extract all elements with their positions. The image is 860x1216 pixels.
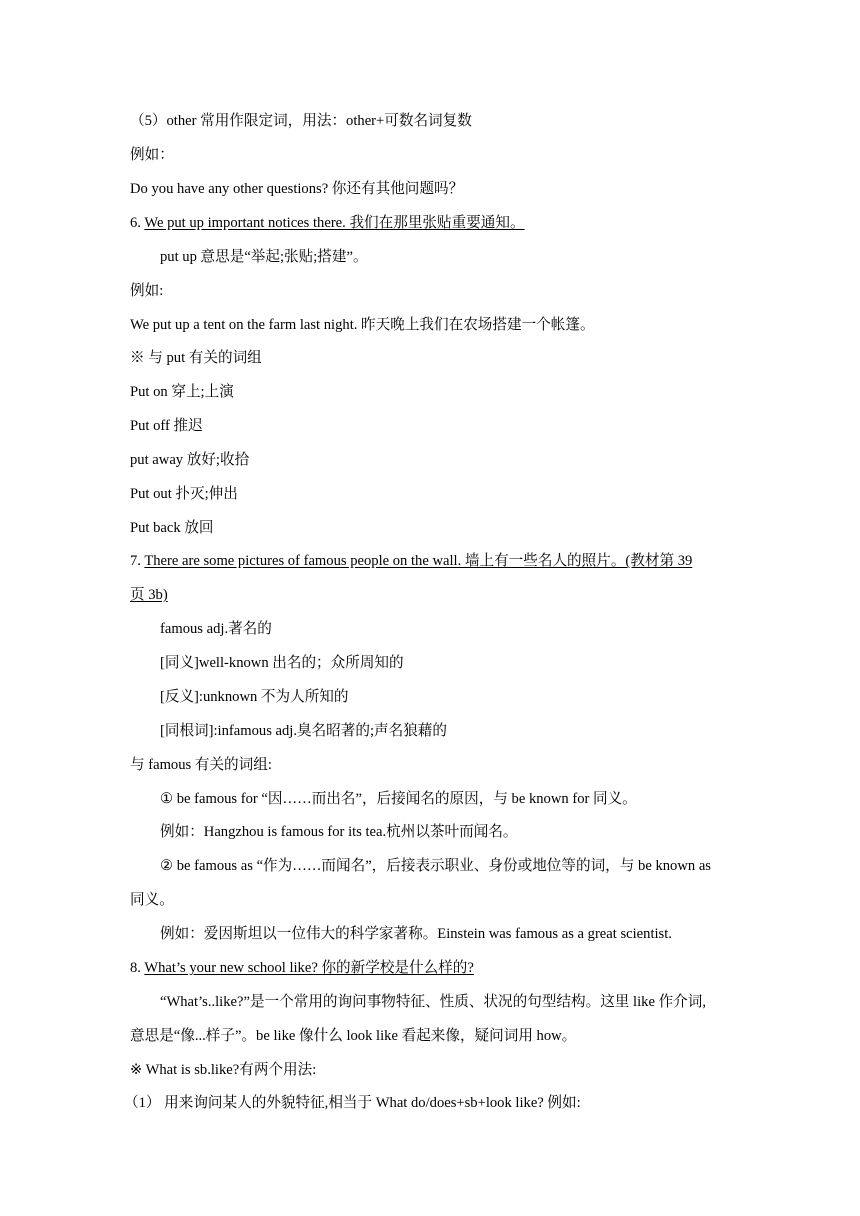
text-line: 意思是“像...样子”。be like 像什么 look like 看起来像，疑问词用 how。: [130, 1028, 577, 1044]
text-line: [反义]:unknown 不为人所知的: [160, 689, 349, 705]
key-sentence: There are some pictures of famous people on the wall. 墙上有一些名人的照片。(教材第 39: [144, 553, 693, 569]
text-line: ※ What is sb.like?有两个用法:: [130, 1062, 317, 1078]
section-heading-6: [130, 213, 525, 233]
text-line: ② be famous as “作为……而闻名”，后接表示职业、身份或地位等的词，与 be known as: [160, 858, 711, 874]
text-line: Put back 放回: [130, 520, 214, 536]
text-line: ※ 与 put 有关的词组: [130, 350, 262, 366]
text-line: famous adj.著名的: [160, 621, 272, 637]
text-line: [130, 585, 168, 605]
text-line: 例如：爱因斯坦以一位伟大的科学家著称。Einstein was famous as a great scientist.: [160, 926, 672, 942]
text-line: [同根词]:infamous adj.臭名昭著的;声名狼藉的: [160, 723, 447, 739]
item-number: 8.: [130, 960, 141, 976]
text-line: （1） 用来询问某人的外貌特征,相当于 What do/does+sb+look like? 例如:: [124, 1095, 581, 1111]
text-line: put up 意思是“举起;张贴;搭建”。: [160, 249, 368, 265]
section-heading-7: [130, 551, 692, 571]
text-line: 与 famous 有关的词组:: [130, 757, 272, 773]
text-line: Put out 扑灭;伸出: [130, 486, 238, 502]
text-line: 例如:: [130, 283, 164, 299]
key-sentence-continued: 页 3b): [130, 587, 168, 603]
text-line: We put up a tent on the farm last night. 昨天晚上我们在农场搭建一个帐篷。: [130, 317, 595, 333]
text-line: ① be famous for “因……而出名”，后接闻名的原因，与 be known for 同义。: [160, 791, 637, 807]
text-line: Put on 穿上;上演: [130, 384, 234, 400]
key-sentence: What’s your new school like? 你的新学校是什么样的?: [144, 960, 474, 976]
text-line: Do you have any other questions? 你还有其他问题吗？: [130, 181, 464, 197]
text-line: [同义]well-known 出名的；众所周知的: [160, 655, 404, 671]
text-line: 同义。: [130, 892, 174, 908]
section-heading-8: [130, 958, 474, 978]
text-line: “What’s..like?”是一个常用的询问事物特征、性质、状况的句型结构。这里 like 作介词,: [160, 994, 706, 1010]
key-sentence: We put up important notices there. 我们在那里张贴重要通知。: [144, 215, 525, 231]
text-line: put away 放好;收拾: [130, 452, 250, 468]
text-line: 例如：: [130, 147, 174, 163]
item-number: 7.: [130, 553, 141, 569]
text-line: （5）other 常用作限定词，用法：other+可数名词复数: [130, 113, 472, 129]
text-line: 例如：Hangzhou is famous for its tea.杭州以茶叶而闻名。: [160, 824, 518, 840]
text-line: Put off 推迟: [130, 418, 203, 434]
item-number: 6.: [130, 215, 141, 231]
